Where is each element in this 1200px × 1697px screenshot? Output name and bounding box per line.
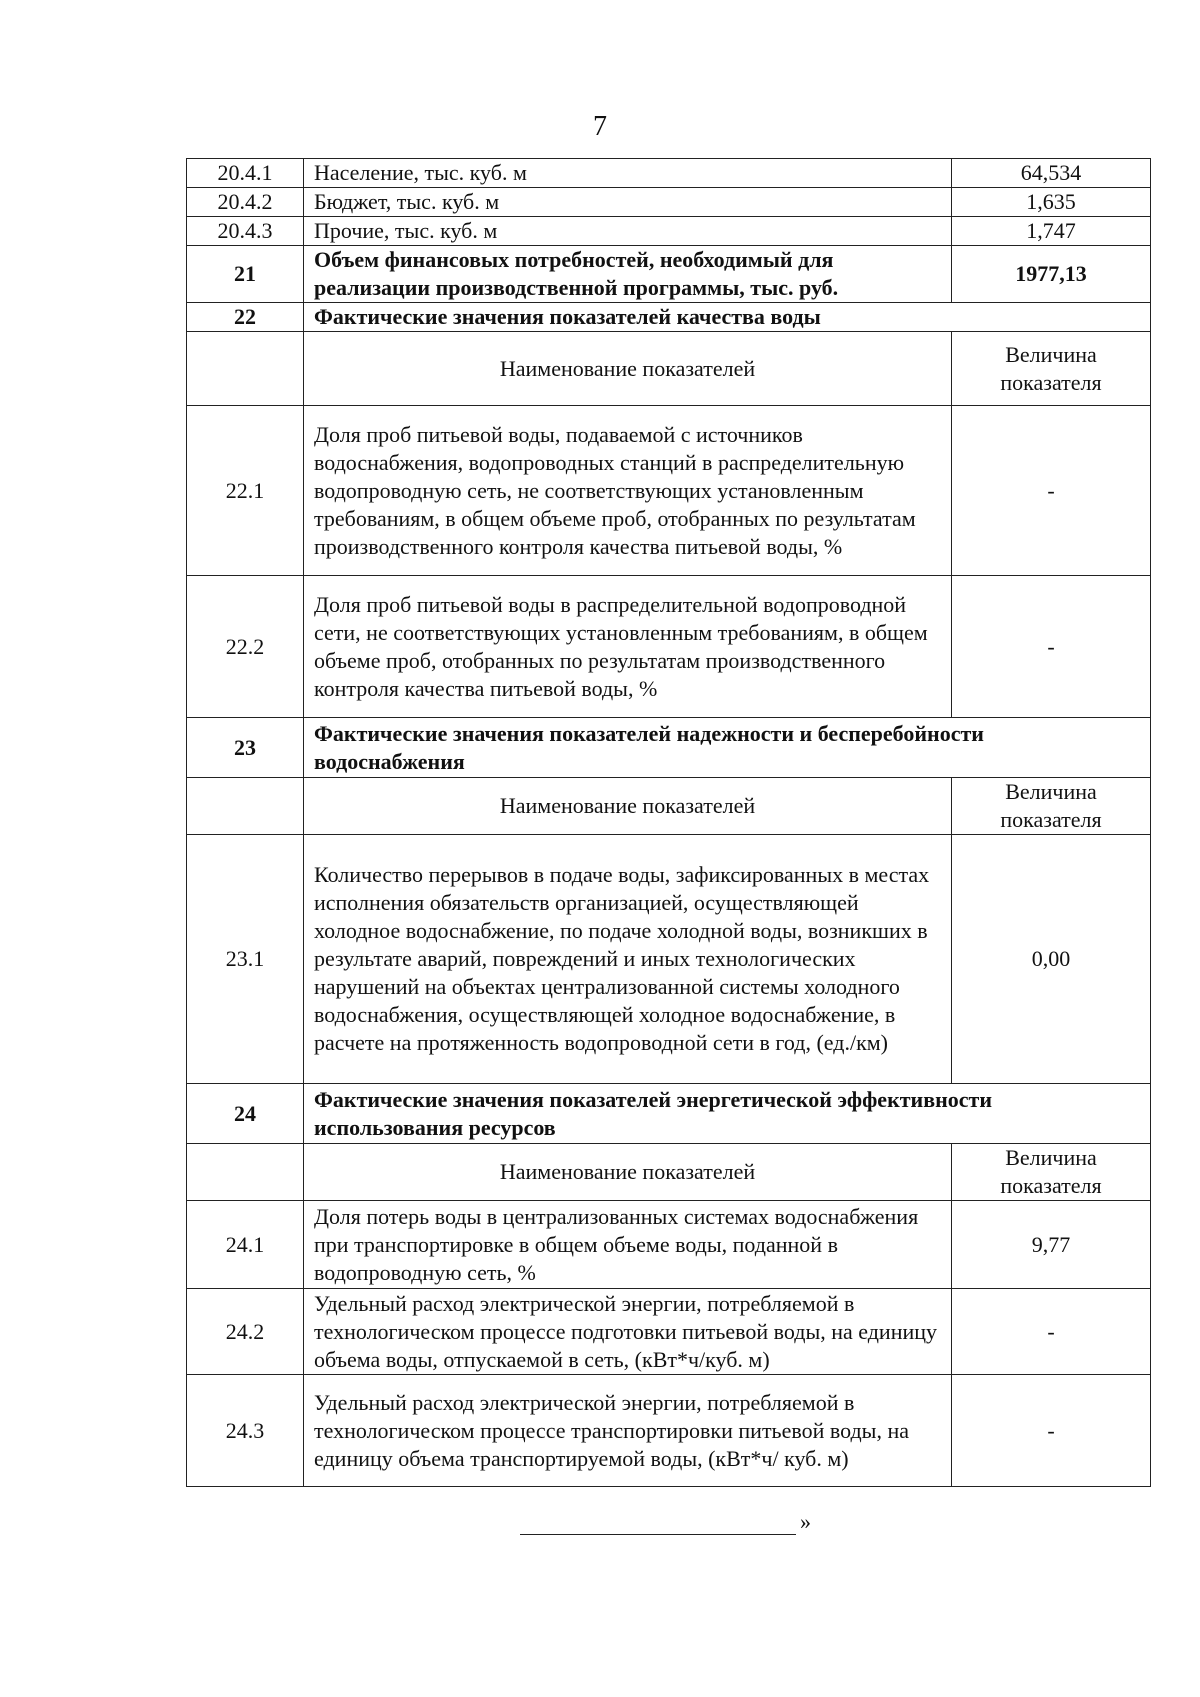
- row-description: Удельный расход электрической энергии, потребляемой в технологическом процессе транспортировки питьевой воды, на единицу объема транспортируемой воды, (кВт*ч/ куб. м): [304, 1375, 952, 1487]
- row-value: 1,635: [952, 188, 1151, 217]
- column-header-name: Наименование показателей: [304, 1144, 952, 1201]
- row-description: Доля проб питьевой воды в распределительной водопроводной сети, не соответствующих установленным требованиям, в общем объеме проб, отобранных по результатам производственного контроля качества питьевой воды, %: [304, 576, 952, 718]
- column-header-value: Величина показателя: [952, 778, 1151, 835]
- row-description: Прочие, тыс. куб. м: [304, 217, 952, 246]
- row-value: 0,00: [952, 835, 1151, 1084]
- table-row: [187, 1375, 1151, 1487]
- table-row: [187, 159, 1151, 188]
- subheader-row: [187, 332, 1151, 406]
- column-header-value: Величина показателя: [952, 1144, 1151, 1201]
- row-description: Количество перерывов в подаче воды, зафиксированных в местах исполнения обязательств организацией, осуществляющей холодное водоснабжение, по подаче холодной воды, возникших в результате аварий, повреждений и иных технологических нарушений на объектах централизованной системы холодного водоснабжения, осуществляющей холодное водоснабжение, в расчете на протяженность водопроводной сети в год, (ед./км): [304, 835, 952, 1084]
- section-row: [187, 1084, 1151, 1144]
- table-row: [187, 406, 1151, 576]
- row-number: 20.4.1: [187, 159, 304, 188]
- row-number: 22.2: [187, 576, 304, 718]
- row-number: 24.2: [187, 1289, 304, 1375]
- empty-cell: [187, 778, 304, 835]
- page-number: 7: [593, 111, 607, 142]
- closing-quote: »: [800, 1509, 811, 1534]
- row-description: Объем финансовых потребностей, необходимый для реализации производственной программы, тыс. руб.: [304, 246, 952, 303]
- row-value: -: [952, 1289, 1151, 1375]
- row-value: 9,77: [952, 1201, 1151, 1289]
- row-number: 24.3: [187, 1375, 304, 1487]
- table-row: [187, 1289, 1151, 1375]
- row-value: -: [952, 576, 1151, 718]
- table-row: [187, 188, 1151, 217]
- row-number: 21: [187, 246, 304, 303]
- section-title: Фактические значения показателей качества воды: [304, 303, 1151, 332]
- row-description: Население, тыс. куб. м: [304, 159, 952, 188]
- section-number: 24: [187, 1084, 304, 1144]
- section-number: 22: [187, 303, 304, 332]
- table-row: [187, 576, 1151, 718]
- indicators-table: [186, 158, 1151, 1487]
- table-row: [187, 217, 1151, 246]
- section-title: Фактические значения показателей надежности и бесперебойности водоснабжения: [304, 718, 1151, 778]
- row-value: -: [952, 1375, 1151, 1487]
- row-value: -: [952, 406, 1151, 576]
- section-title: Фактические значения показателей энергетической эффективности использования ресурсов: [304, 1084, 1151, 1144]
- empty-cell: [187, 332, 304, 406]
- column-header-value: Величина показателя: [952, 332, 1151, 406]
- subheader-row: [187, 1144, 1151, 1201]
- row-number: 24.1: [187, 1201, 304, 1289]
- row-number: 23.1: [187, 835, 304, 1084]
- row-description: Доля проб питьевой воды, подаваемой с источников водоснабжения, водопроводных станций в распределительную водопроводную сеть, не соответствующих установленным требованиям, в общем объеме проб, отобранных по результатам производственного контроля качества питьевой воды, %: [304, 406, 952, 576]
- section-row: [187, 303, 1151, 332]
- document-end-mark: [520, 1508, 810, 1538]
- table-row: [187, 246, 1151, 303]
- section-row: [187, 718, 1151, 778]
- row-number: 20.4.3: [187, 217, 304, 246]
- row-value: 1,747: [952, 217, 1151, 246]
- subheader-row: [187, 778, 1151, 835]
- empty-cell: [187, 1144, 304, 1201]
- row-description: Бюджет, тыс. куб. м: [304, 188, 952, 217]
- column-header-name: Наименование показателей: [304, 778, 952, 835]
- row-value: 64,534: [952, 159, 1151, 188]
- row-number: 20.4.2: [187, 188, 304, 217]
- row-value: 1977,13: [952, 246, 1151, 303]
- section-number: 23: [187, 718, 304, 778]
- column-header-name: Наименование показателей: [304, 332, 952, 406]
- signature-line: [520, 1534, 796, 1535]
- row-description: Доля потерь воды в централизованных системах водоснабжения при транспортировке в общем объеме воды, поданной в водопроводную сеть, %: [304, 1201, 952, 1289]
- table-row: [187, 835, 1151, 1084]
- row-number: 22.1: [187, 406, 304, 576]
- row-description: Удельный расход электрической энергии, потребляемой в технологическом процессе подготовки питьевой воды, на единицу объема воды, отпускаемой в сеть, (кВт*ч/куб. м): [304, 1289, 952, 1375]
- table-row: [187, 1201, 1151, 1289]
